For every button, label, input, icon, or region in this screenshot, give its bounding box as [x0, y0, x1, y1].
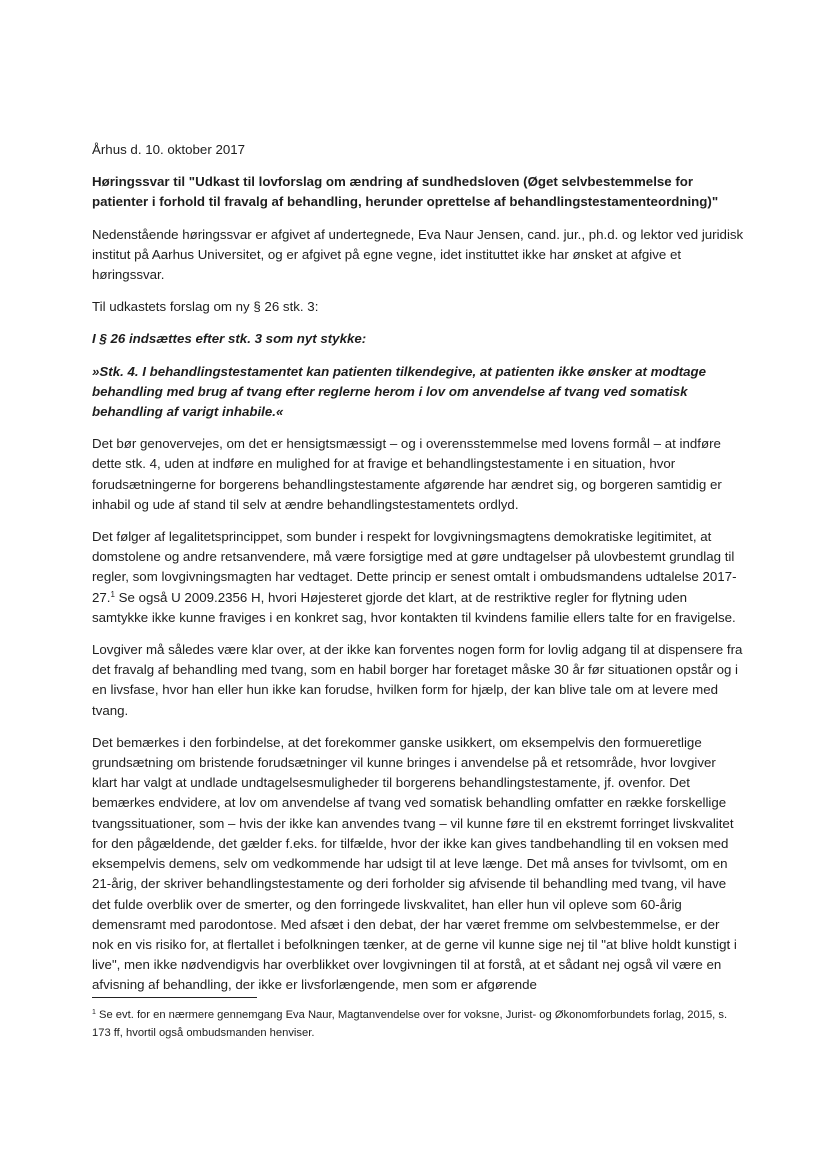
footnote-divider [92, 997, 257, 998]
paragraph-4: Det bemærkes i den forbindelse, at det forekommer ganske usikkert, om eksempelvis den formueretlige grundsætning om bristende forudsætninger vil kunne bringes i anvendelse på et retsområde, hvor lovgiver klart har valgt at undlade undtagelsesmuligheder til borgerens behandlingstestamente, jf. ovenfor. Det bemærkes endvidere, at lov om anvendelse af tvang ved somatisk behandling omfatter en række forskellige tvangssituationer, som – hvis der ikke kan anvendes tvang – vil kunne føre til en ekstremt forringet livskvalitet for den pågældende, det gælder f.eks. for tilfælde, hvor der ikke kan gives tandbehandling til en voksen med eksempelvis demens, selv om vedkommende har udsigt til at leve længe. Det må anses for tvivlsomt, om en 21-årig, der skriver behandlingstestamente og deri forholder sig afvisende til behandling med tvang, vil have det fulde overblik over de smerter, og den forringede livskvalitet, han eller hun vil opleve som 60-årig demensramt med parodontose. Med afsæt i den debat, der har været fremme om selvbestemmelse, er der nok en vis risiko for, at flertallet i befolkningen tænker, at de gerne vil kunne sige nej til "at blive holdt kunstigt i live", men ikke nødvendigvis har overblikket over lovgivningen til at forstå, at et sådant nej også vil være en afvisning af behandling, der ikke er livsforlængende, men som er afgørende [92, 734, 737, 993]
footnote-number: 1 [92, 1009, 96, 1016]
paragraph-1: Det bør genovervejes, om det er hensigtsmæssigt – og i overensstemmelse med lovens formål – at indføre dette stk. 4, uden at indføre en mulighed for at fravige et behandlingstestamente i en situation, hvor forudsætningerne for borgerens behandlingstestamente afgørende har ændret sig, og borgeren samtidig er inhabil og ude af stand til selv at ændre behandlingstestamentets ordlyd. [92, 436, 722, 512]
paragraph-3: Lovgiver må således være klar over, at der ikke kan forventes nogen form for lovlig adgang til at dispensere fra det fravalg af behandling med tvang, som en habil borger har foretaget måske 30 år før situationen opstår og i en livsfase, hvor han eller hun ikke kan forudse, hvilken form for hjælp, der kan blive tale om at levere med tvang. [92, 642, 743, 718]
quoted-provision: »Stk. 4. I behandlingstestamentet kan patienten tilkendegive, at patienten ikke ønsker at modtage behandling med brug af tvang efter reglerne herom i lov om anvendelse af tvang ved somatisk behandling af varigt inhabile.« [92, 363, 707, 420]
intro-paragraph: Nedenstående høringssvar er afgivet af undertegnede, Eva Naur Jensen, cand. jur., ph.d. og lektor ved juridisk institut på Aarhus Universitet, og er afgivet på egne vegne, idet instituttet ikke har ønsket at afgive et høringssvar. [92, 226, 744, 283]
letter-body [92, 140, 744, 996]
proposal-lead: Til udkastets forslag om ny § 26 stk. 3: [92, 299, 319, 315]
footnote [92, 1006, 744, 1042]
footnote-reference: 1 [110, 589, 115, 599]
paragraph-2 [92, 527, 744, 628]
section-heading: I § 26 indsættes efter stk. 3 som nyt stykke: [92, 331, 367, 347]
paragraph-2-text-b: Se også U 2009.2356 H, hvori Højesteret gjorde det klart, at de restriktive regler for flytning uden samtykke ikke kunne fraviges i en konkret sag, hvor kontakten til kvindens familie ellers talte for en fravigelse. [92, 589, 736, 625]
letter-title: Høringssvar til "Udkast til lovforslag om ændring af sundhedsloven (Øget selvbestemmelse for patienter i forhold til fravalg af behandling, herunder oprettelse af behandlingstestamenteordning)" [92, 174, 719, 210]
footnote-text: Se evt. for en nærmere gennemgang Eva Naur, Magtanvendelse over for voksne, Jurist- og Økonomforbundets forlag, 2015, s. 173 ff, hvortil også ombudsmanden henviser. [92, 1009, 728, 1039]
paragraph-2-text-a: Det følger af legalitetsprincippet, som bunder i respekt for lovgivningsmagtens demokratiske legitimitet, at domstolene og andre retsanvendere, må være forsigtige med at gøre undtagelser på ulovbestemt grundlag til regler, som lovgivningsmagten har vedtaget. Dette princip er senest omtalt i ombudsmandens udtalelse 2017-27. [92, 529, 737, 605]
letter-date: Århus d. 10. oktober 2017 [92, 142, 246, 157]
